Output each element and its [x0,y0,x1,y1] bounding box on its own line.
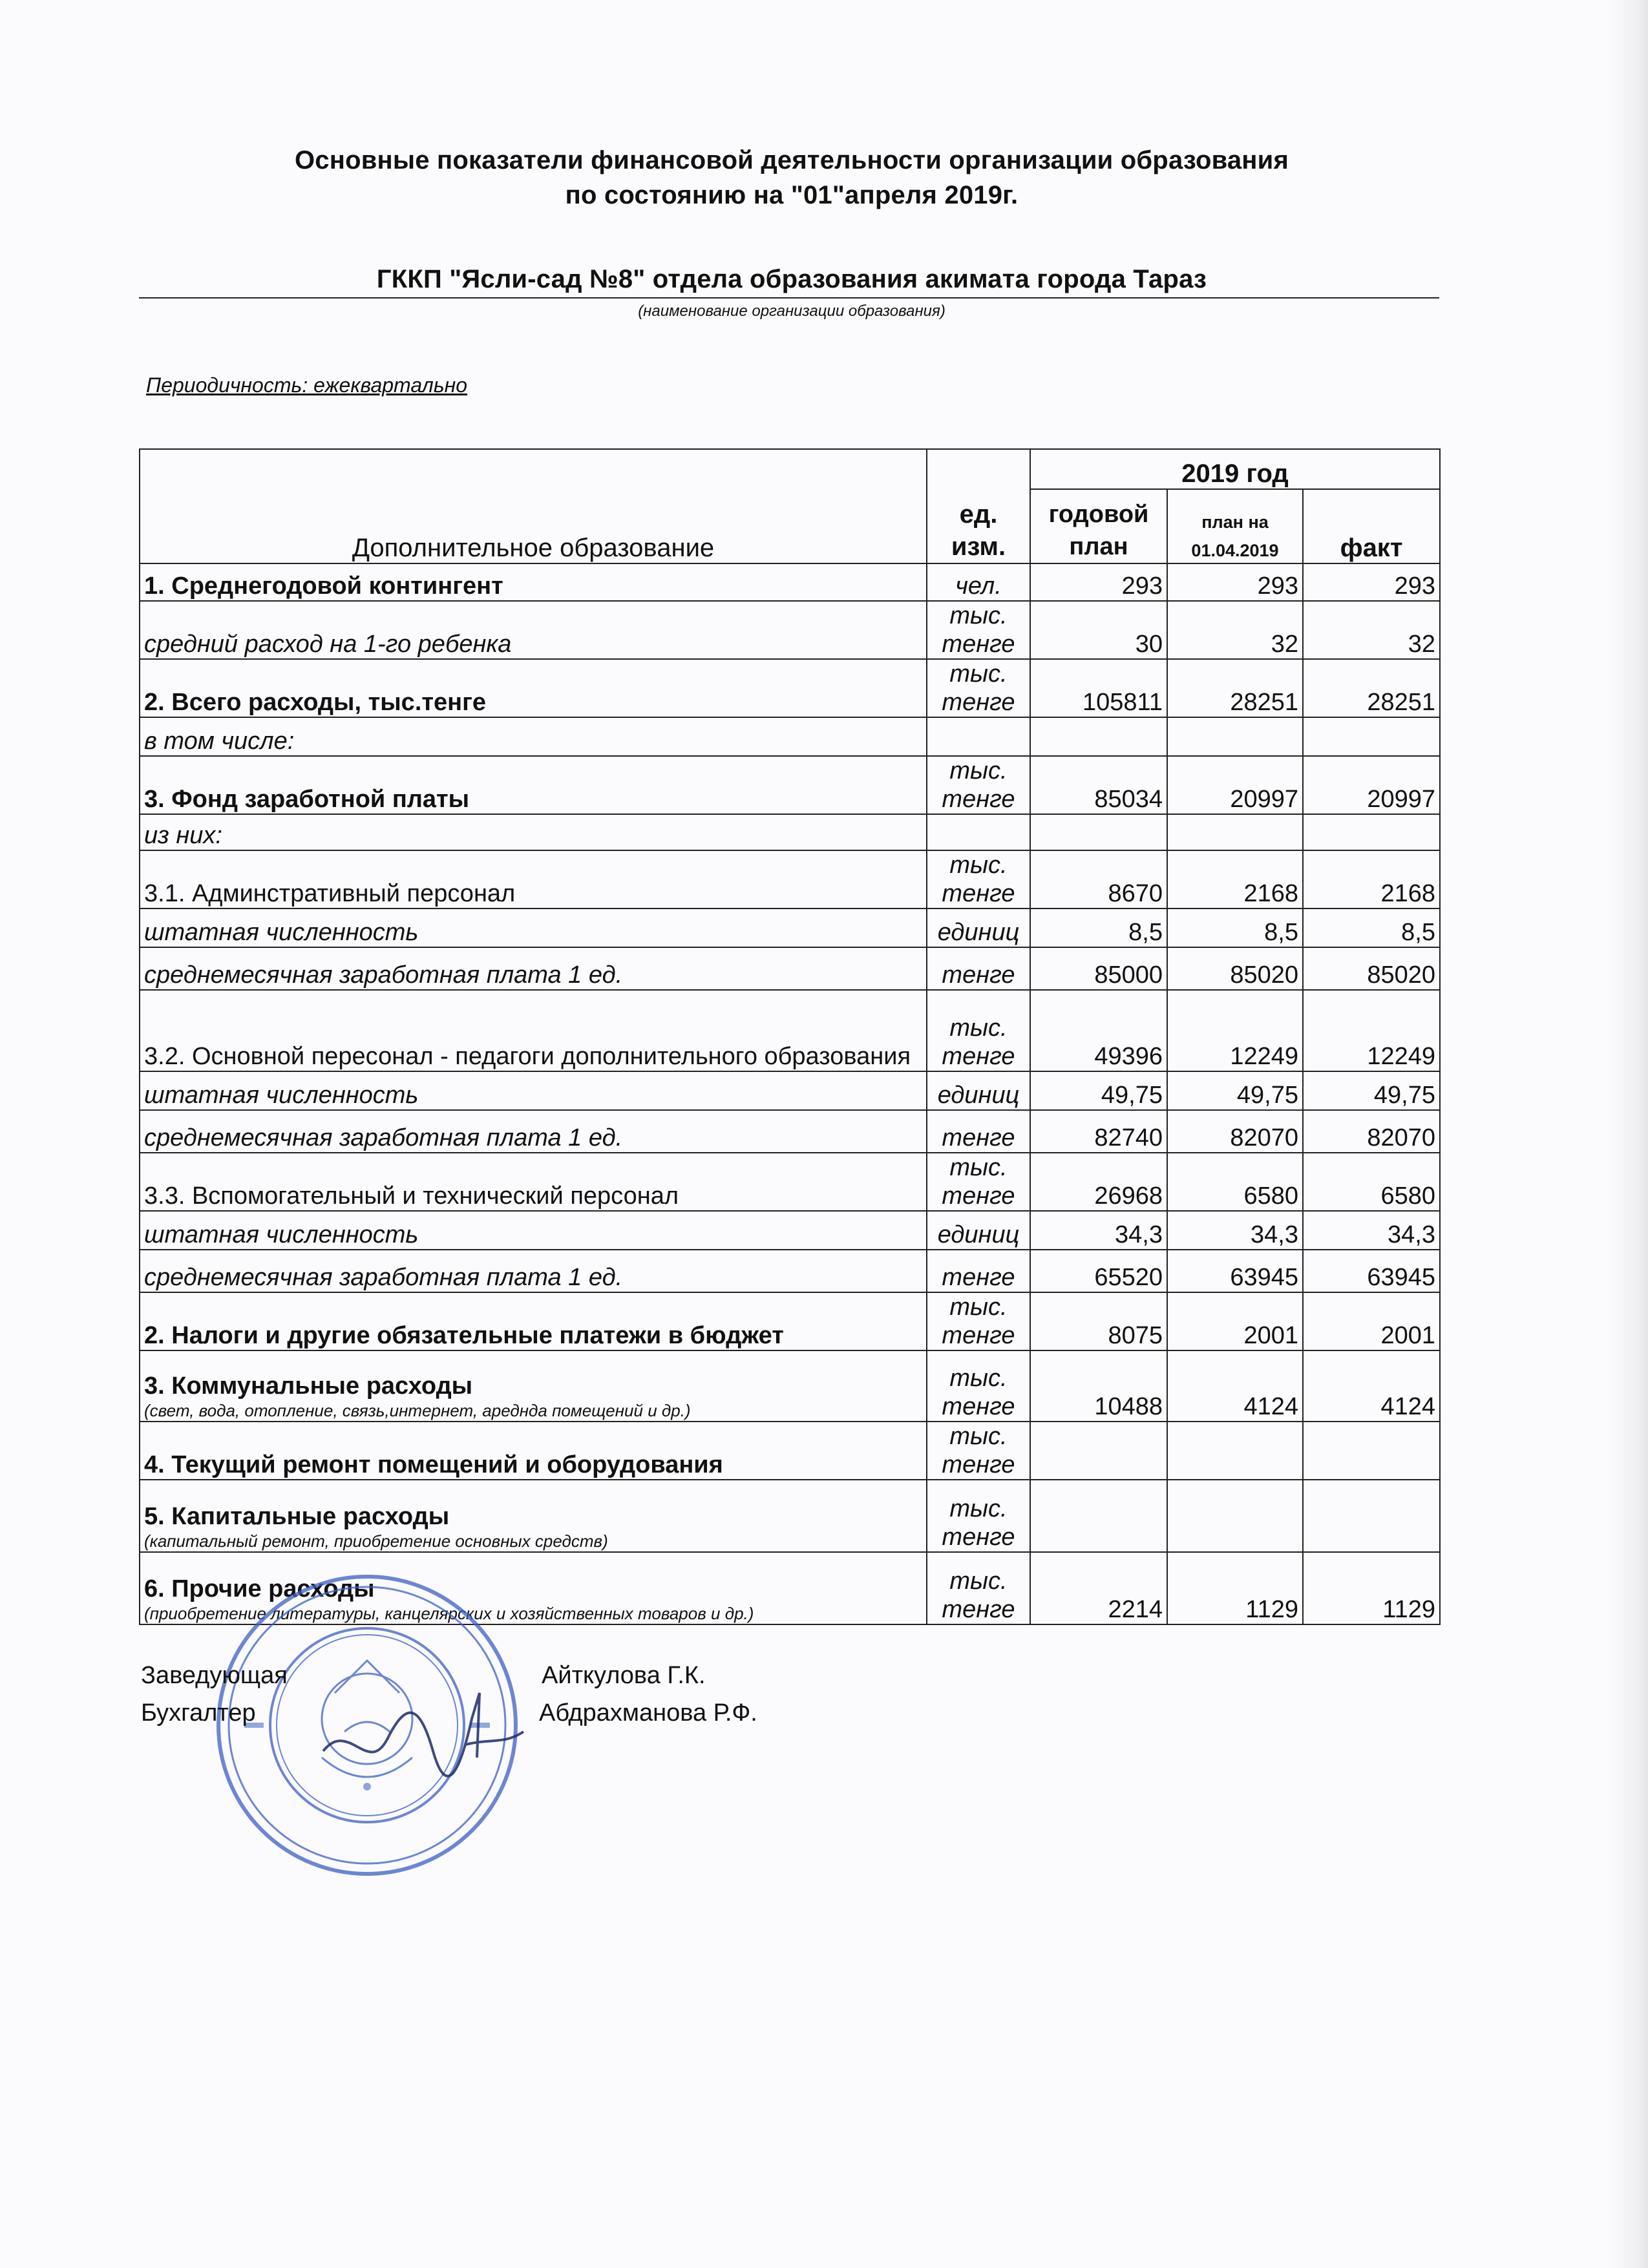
row-plan-date: 32 [1167,601,1303,659]
row-note: (капитальный ремонт, приобретение основных средств) [144,1531,608,1551]
row-fact: 4124 [1303,1350,1440,1422]
financial-indicators-table [139,448,1441,1625]
row-unit [927,717,1030,756]
row-label: 2. Всего расходы, тыс.тенге [140,659,927,717]
row-label: штатная численность [140,1071,927,1110]
row-unit: чел. [927,563,1030,601]
row-annual-plan: 30 [1030,601,1167,659]
row-label: 3.3. Вспомогательный и технический персонал [140,1153,927,1211]
row-label-cell [140,1350,927,1422]
row-plan-date: 34,3 [1167,1211,1303,1250]
row-label: штатная численность [140,1211,927,1250]
row-unit: единиц [927,1211,1030,1250]
row-annual-plan: 85034 [1030,756,1167,814]
row-annual-plan: 8075 [1030,1292,1167,1350]
row-fact [1303,814,1440,850]
row-label: 4. Текущий ремонт помещений и оборудования [140,1422,927,1480]
table-row [140,601,1440,659]
row-label: 3.1. Админстративный персонал [140,850,927,908]
row-label: из них: [140,814,927,850]
row-label: средний расход на 1-го ребенка [140,601,927,659]
row-plan-date: 28251 [1167,659,1303,717]
row-annual-plan: 34,3 [1030,1211,1167,1250]
row-annual-plan: 10488 [1030,1350,1167,1422]
table-row [140,563,1440,601]
header-annual-plan: годовой план [1048,501,1149,560]
periodicity-note: Периодичность: ежеквартально [146,373,468,397]
table-row [140,1480,1440,1552]
table-row [140,1422,1440,1480]
table-row [140,1350,1440,1422]
row-label: среднемесячная заработная плата 1 ед. [140,1110,927,1153]
row-label: 2. Налоги и другие обязательные платежи в бюджет [140,1292,927,1350]
row-label: 1. Среднегодовой контингент [140,563,927,601]
row-annual-plan [1030,1480,1167,1552]
row-fact: 82070 [1303,1110,1440,1153]
page-edge-shadow [1609,0,1648,2268]
row-annual-plan: 8,5 [1030,908,1167,947]
row-fact: 6580 [1303,1153,1440,1211]
row-label: 5. Капитальные расходы [144,1503,450,1530]
accountant-name: Абдрахманова Р.Ф. [539,1699,757,1727]
row-unit: тыс. тенге [927,1350,1030,1422]
row-fact: 2168 [1303,850,1440,908]
header-annual-plan-cell [1030,489,1167,563]
row-note: (свет, вода, отопление, связь,интернет, ареднда помещений и др.) [144,1401,691,1420]
row-plan-date: 6580 [1167,1153,1303,1211]
row-label: среднемесячная заработная плата 1 ед. [140,947,927,990]
row-fact: 49,75 [1303,1071,1440,1110]
header-unit-cell [927,449,1030,563]
row-plan-date: 85020 [1167,947,1303,990]
row-plan-date: 82070 [1167,1110,1303,1153]
organization-caption: (наименование организации образования) [638,302,945,320]
head-title: Заведующая [141,1662,288,1689]
table-row [140,908,1440,947]
row-fact: 1129 [1303,1552,1440,1624]
row-fact: 34,3 [1303,1211,1440,1250]
row-unit [927,814,1030,850]
row-annual-plan: 2214 [1030,1552,1167,1624]
header-title-cell [140,449,927,563]
table-row [140,1211,1440,1250]
row-plan-date: 1129 [1167,1552,1303,1624]
row-fact: 8,5 [1303,908,1440,947]
row-label: 3. Коммунальные расходы [144,1372,473,1400]
table-row [140,850,1440,908]
row-unit: тыс. тенге [927,990,1030,1071]
row-plan-date [1167,1422,1303,1480]
row-plan-date: 20997 [1167,756,1303,814]
row-unit: тыс. тенге [927,1422,1030,1480]
row-annual-plan: 65520 [1030,1250,1167,1292]
table-row [140,717,1440,756]
table-row [140,1071,1440,1110]
header-year-cell [1030,449,1440,489]
row-note: (приобретение литературы, канцелярских и хозяйственных товаров и др.) [144,1604,754,1623]
row-annual-plan: 49396 [1030,990,1167,1071]
table-row [140,947,1440,990]
table-row [140,659,1440,717]
row-annual-plan: 49,75 [1030,1071,1167,1110]
document-title-line1: Основные показатели финансовой деятельности организации образования [294,146,1289,174]
row-label: среднемесячная заработная плата 1 ед. [140,1250,927,1292]
row-unit: единиц [927,1071,1030,1110]
row-label: 3.2. Основной пересонал - педагоги дополнительного образования [140,990,927,1071]
row-unit: тенге [927,1110,1030,1153]
row-fact: 293 [1303,563,1440,601]
row-annual-plan: 82740 [1030,1110,1167,1153]
row-unit: тыс. тенге [927,601,1030,659]
row-plan-date: 4124 [1167,1350,1303,1422]
table-row [140,1250,1440,1292]
table-row [140,990,1440,1071]
row-fact: 12249 [1303,990,1440,1071]
row-unit: тыс. тенге [927,1292,1030,1350]
row-unit: единиц [927,908,1030,947]
row-unit: тыс. тенге [927,1552,1030,1624]
table-row [140,1292,1440,1350]
row-plan-date [1167,814,1303,850]
row-unit: тыс. тенге [927,756,1030,814]
row-unit: тыс. тенге [927,850,1030,908]
head-name: Айткулова Г.К. [542,1662,706,1689]
row-fact [1303,1480,1440,1552]
row-unit: тыс. тенге [927,1480,1030,1552]
signature-scribble [310,1680,530,1783]
organization-underline [139,297,1439,299]
row-fact: 85020 [1303,947,1440,990]
row-plan-date [1167,717,1303,756]
row-label: 6. Прочие расходы [144,1575,375,1602]
header-plan-date-cell [1167,489,1303,563]
row-annual-plan: 293 [1030,563,1167,601]
row-plan-date: 12249 [1167,990,1303,1071]
row-fact: 20997 [1303,756,1440,814]
row-fact: 63945 [1303,1250,1440,1292]
table-row [140,756,1440,814]
row-unit: тыс. тенге [927,1153,1030,1211]
row-plan-date: 2001 [1167,1292,1303,1350]
row-fact [1303,717,1440,756]
row-unit: тенге [927,947,1030,990]
row-fact: 2001 [1303,1292,1440,1350]
table-row [140,1153,1440,1211]
row-annual-plan: 8670 [1030,850,1167,908]
row-fact: 32 [1303,601,1440,659]
row-plan-date [1167,1480,1303,1552]
row-plan-date: 293 [1167,563,1303,601]
row-annual-plan: 26968 [1030,1153,1167,1211]
row-fact [1303,1422,1440,1480]
header-plan-date: план на 01.04.2019 [1191,512,1279,560]
row-label: штатная численность [140,908,927,947]
row-annual-plan [1030,814,1167,850]
row-annual-plan [1030,1422,1167,1480]
row-label: в том числе: [140,717,927,756]
header-year: 2019 год [1181,459,1289,488]
header-fact-cell [1303,489,1440,563]
header-title: Дополнительное образование [352,534,715,562]
row-plan-date: 8,5 [1167,908,1303,947]
header-unit: ед. изм. [951,500,1006,561]
organization-name: ГККП "Ясли-сад №8" отдела образования акимата города Тараз [376,265,1207,293]
table-row [140,1110,1440,1153]
row-label-cell [140,1480,927,1552]
row-fact: 28251 [1303,659,1440,717]
document-title-line2: по состоянию на "01"апреля 2019г. [565,181,1019,209]
row-annual-plan [1030,717,1167,756]
table-row [140,814,1440,850]
row-annual-plan: 105811 [1030,659,1167,717]
row-unit: тыс. тенге [927,659,1030,717]
row-plan-date: 63945 [1167,1250,1303,1292]
row-label: 3. Фонд заработной платы [140,756,927,814]
header-fact: факт [1340,534,1403,562]
row-plan-date: 49,75 [1167,1071,1303,1110]
row-annual-plan: 85000 [1030,947,1167,990]
accountant-title: Бухгалтер [141,1699,256,1727]
row-plan-date: 2168 [1167,850,1303,908]
row-unit: тенге [927,1250,1030,1292]
